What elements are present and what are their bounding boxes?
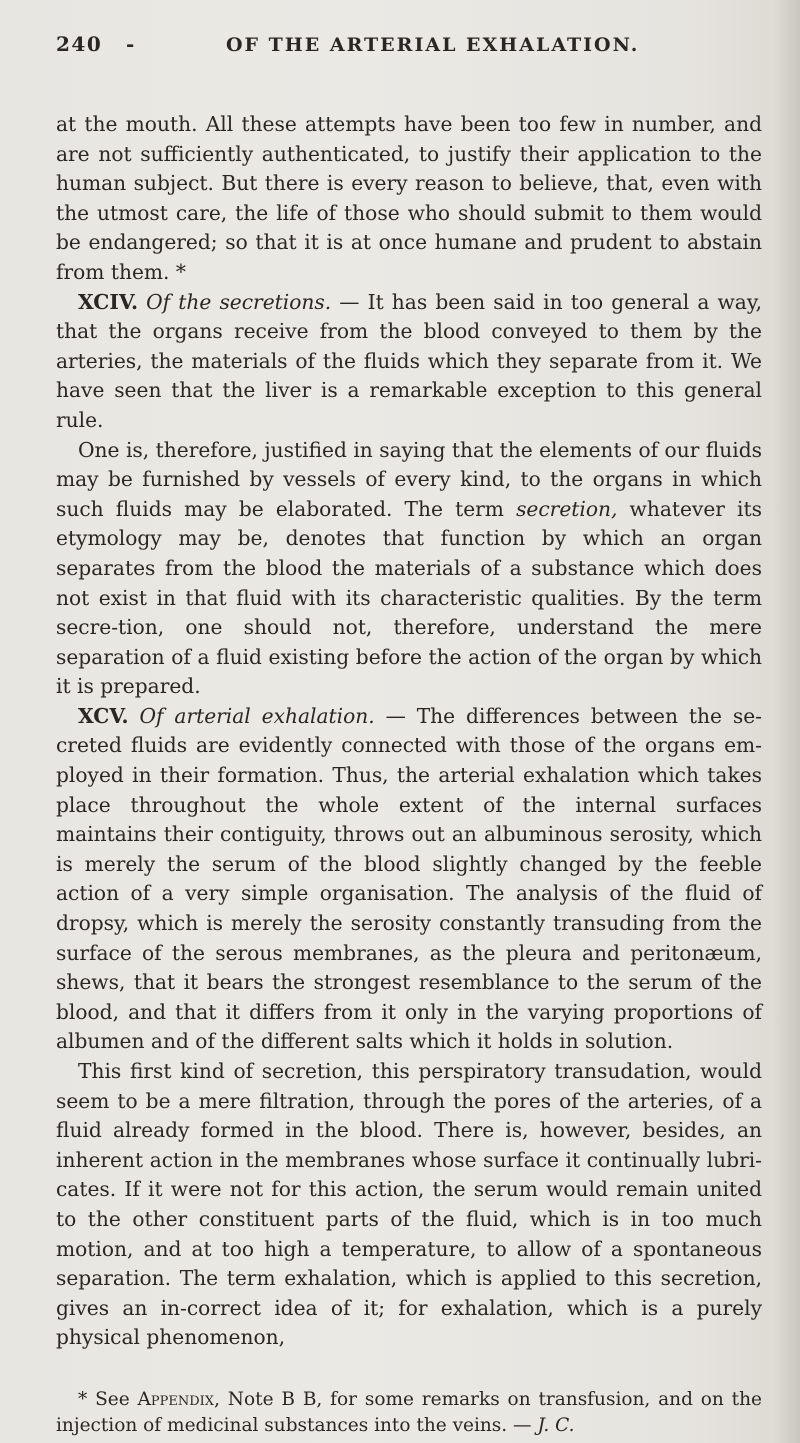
running-head	[56, 32, 762, 74]
appendix-reference: Appendix	[137, 1388, 215, 1410]
emphasis-term: secretion,	[516, 496, 618, 521]
footnote	[56, 1387, 762, 1439]
body-text	[56, 110, 762, 1353]
section-title: Of arterial exhalation.	[139, 703, 375, 728]
paragraph-text: This first kind of secretion, this perspiratory transudation, would seem to be a mere filtration, through the pores of the arteries, of a fluid already formed in the blood. There is, however, besides, an inherent action in the membranes whose surface it continually lubri-cates. If it were not for this action, the serum would remain united to the other constituent parts of the fluid, which is in too much motion, and at too high a temperature, to allow of a spontaneous separation. The term exhalation, which is applied to this secretion, gives an in-correct idea of it; for exhalation, which is a purely physical phenomenon,	[56, 1059, 762, 1350]
running-title: OF THE ARTERIAL EXHALATION.	[226, 34, 640, 56]
section-number: XCV.	[78, 703, 129, 728]
paragraph-text: — It has been said in too general a way, that the organs receive from the blood conveyed to them by the arteries, the materials of the fluids which they separate from it. We have seen that the liver is a remarkable exception to this general rule.	[56, 289, 762, 432]
footnote-text: , Note B B, for some remarks on transfusion, and on the injection of medicinal substances into the veins. —	[56, 1388, 762, 1436]
footnote-signature: J. C.	[537, 1414, 575, 1436]
paragraph-text: One is, therefore, justified in saying that the elements of our fluids may be furnished by vessels of every kind, to the organs in which such fluids may be elaborated. The term	[56, 437, 762, 521]
footnote-lead: * See	[78, 1388, 138, 1410]
paragraph-text: whatever its etymology may be, denotes that function by which an organ separates from the blood the materials of a substance which does not exist in that fluid with its characteristic qualities. By the term secre-tion, one should not, therefore, understand the mere separation of a fluid existing before the action of the organ by which it is prepared.	[56, 496, 762, 699]
header-dash: -	[126, 32, 136, 56]
page-edge-shadow	[774, 0, 800, 1443]
paragraph-secretion	[56, 436, 762, 702]
section-number: XCIV.	[78, 289, 138, 314]
paragraph-first-kind	[56, 1057, 762, 1353]
section-xcv	[56, 702, 762, 1057]
page-number: 240	[56, 32, 103, 56]
paragraph-continuation	[56, 110, 762, 288]
paragraph-text: — The differences between the se-creted fluids are evidently connected with those of the organs em-ployed in their formation. Thus, the arterial exhalation which takes place throughout the whole extent of the internal surfaces maintains their contiguity, throws out an albuminous serosity, which is merely the serum of the blood slightly changed by the feeble action of a very simple organisation. The analysis of the fluid of dropsy, which is merely the serosity constantly transuding from the surface of the serous membranes, as the pleura and peritonæum, shews, that it bears the strongest resemblance to the serum of the blood, and that it differs from it only in the varying proportions of albumen and of the different salts which it holds in solution.	[56, 703, 762, 1054]
paragraph-text: at the mouth. All these attempts have been too few in number, and are not sufficiently authenticated, to justify their application to the human subject. But there is every reason to believe, that, even with the utmost care, the life of those who should submit to them would be endangered; so that it is at once humane and prudent to abstain from them. *	[56, 112, 762, 284]
section-xciv	[56, 288, 762, 436]
section-title: Of the secretions.	[146, 289, 332, 314]
